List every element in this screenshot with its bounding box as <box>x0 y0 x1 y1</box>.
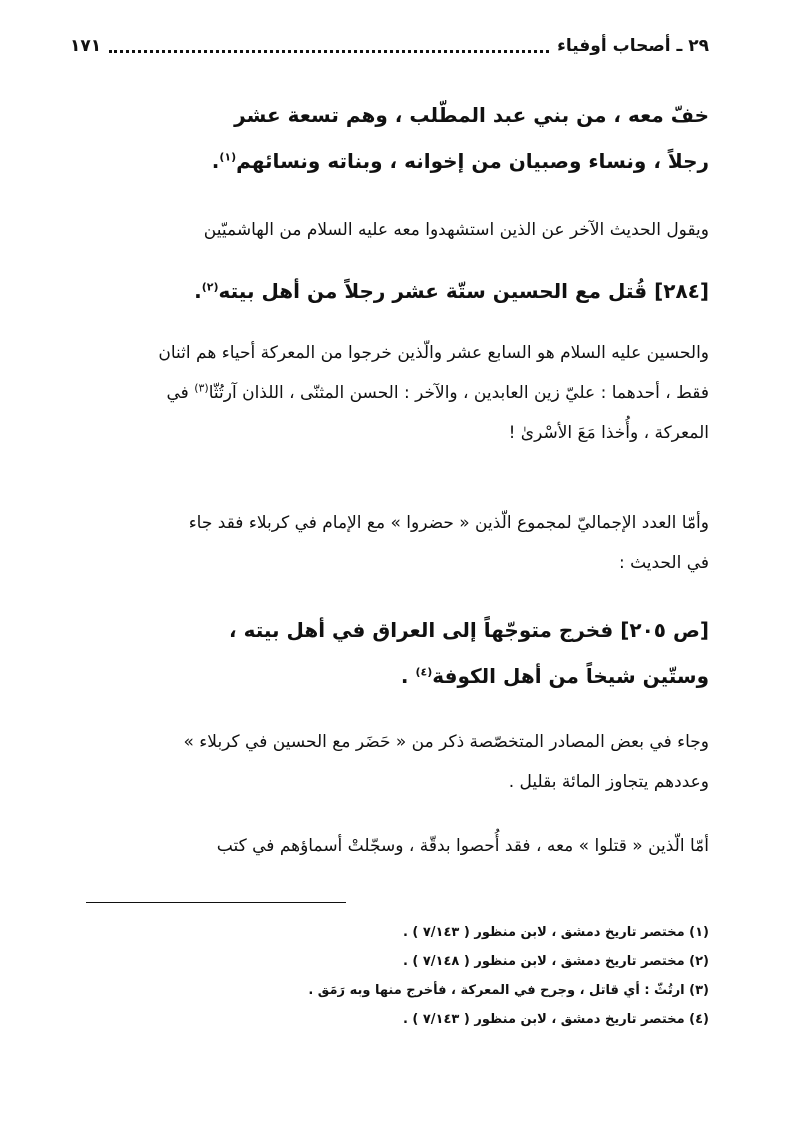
footnote-ref: (١) <box>219 150 237 164</box>
footnote-3: (٣) ارتُثّ : أي قاتل ، وجرح في المعركة ، فأخرج منها وبه رَمَق . <box>308 983 709 998</box>
paragraph-quote-2 <box>86 268 709 314</box>
footnote-ref: (٢) <box>201 280 219 294</box>
text-line: خفّ معه ، من بني عبد المطّلب ، وهم تسعة عشر <box>234 103 709 127</box>
text-line: وعددهم يتجاوز المائة بقليل . <box>508 772 709 792</box>
text-line: والحسين عليه السلام هو السابع عشر والّذين خرجوا من المعركة أحياء هم اثنان <box>158 343 709 363</box>
footnote-2: (٢) مختصر تاريخ دمشق ، لابن منظور ( ٧/١٤٨ ) . <box>402 954 709 969</box>
text-line: رجلاً ، ونساء وصبيان من إخوانه ، وبناته ونسائهم$^{(١)}$. <box>211 149 709 173</box>
footnote-1: (١) مختصر تاريخ دمشق ، لابن منظور ( ٧/١٤٣ ) . <box>402 925 709 940</box>
paragraph-quote-3 <box>86 607 709 699</box>
text-line: وأمّا العدد الإجماليّ لمجموع الّذين « حضروا » مع الإمام في كربلاء فقد جاء <box>188 513 709 533</box>
page-number: ١٧١ <box>70 36 102 56</box>
text-line: ويقول الحديث الآخر عن الذين استشهدوا معه عليه السلام من الهاشميّين <box>203 220 709 240</box>
paragraph-5 <box>86 503 709 583</box>
text-line: وجاء في بعض المصادر المتخصّصة ذكر من « حَضَر مع الحسين في كربلاء » <box>183 732 709 752</box>
paragraph-quote-1 <box>86 92 709 184</box>
footnote-4: (٤) مختصر تاريخ دمشق ، لابن منظور ( ٧/١٤٣ ) . <box>402 1012 709 1027</box>
footnote-divider <box>86 902 346 903</box>
running-header <box>70 34 709 58</box>
leader-dots <box>109 40 549 53</box>
text-line: [ص ٢٠٥] فخرج متوجّهاً إلى العراق في أهل بيته ، <box>229 618 709 642</box>
footnote-ref: (٣) <box>194 381 209 395</box>
text-line: وستّين شيخاً من أهل الكوفة$^{(٤)}$ . <box>400 664 709 688</box>
footnote-ref: (٤) <box>415 665 433 679</box>
text-line: المعركة ، وأُخذا مَعَ الأسْرىٰ ! <box>508 423 709 443</box>
text-line: أمّا الّذين « قتلوا » معه ، فقد أُحصوا بدقّة ، وسجّلتْ أسماؤهم في كتب <box>216 836 709 856</box>
paragraph-2 <box>86 210 709 250</box>
paragraph-7 <box>86 722 709 802</box>
text-line: في الحديث : <box>618 553 709 573</box>
paragraph-8 <box>86 826 709 866</box>
paragraph-4 <box>86 333 709 453</box>
text-line: [٢٨٤] قُتل مع الحسين ستّة عشر رجلاً من أهل بيته$^{(٢)}$. <box>194 279 709 303</box>
footnotes <box>86 918 709 1034</box>
text-line: فقط ، أحدهما : عليّ زين العابدين ، والآخر : الحسن المثنّى ، اللذان آرتُثّا$^{(٣)}$ في <box>166 381 709 403</box>
chapter-title: ٢٩ ـ أصحاب أوفياء <box>557 36 709 56</box>
